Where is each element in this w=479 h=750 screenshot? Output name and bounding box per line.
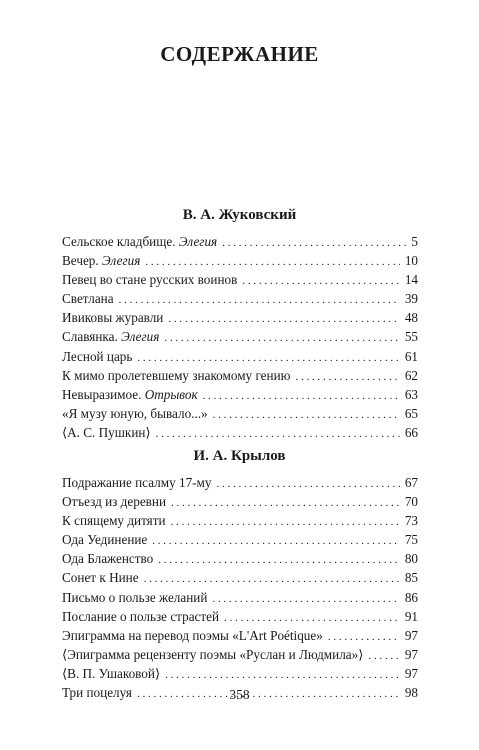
toc-entry-main-title: «Я музу юную, бывало...» (62, 405, 208, 421)
toc-entry-subtitle: Отрывок (144, 386, 198, 402)
toc-entry (62, 473, 418, 492)
toc-entry-title (62, 385, 198, 404)
toc-entry-title (62, 511, 166, 530)
toc-entry-title (62, 626, 323, 645)
toc-entry (62, 404, 418, 423)
dot-leader (296, 368, 400, 387)
toc-entry-page: 62 (404, 367, 418, 383)
toc-entry-page: 75 (404, 532, 418, 548)
toc-entry (62, 549, 418, 568)
toc-entry-subtitle: Элегия (102, 253, 141, 269)
toc-entry (62, 423, 418, 442)
toc-entry-title (62, 423, 151, 442)
toc-entry-title (62, 347, 132, 366)
toc-entry (62, 347, 418, 366)
page-title: СОДЕРЖАНИЕ (160, 42, 319, 66)
toc-list-zhukovsky (62, 232, 418, 442)
toc-entry-title (62, 366, 291, 385)
dot-leader (212, 590, 399, 609)
toc-entry-page: 97 (404, 627, 418, 643)
toc-entry-title (62, 492, 166, 511)
toc-entry-page: 97 (404, 646, 418, 662)
toc-entry-page: 39 (404, 291, 418, 307)
toc-entry-main-title: К мимо пролетевшему знакомому гению (62, 367, 291, 383)
toc-entry (62, 511, 418, 530)
toc-entry-page: 55 (404, 329, 418, 345)
toc-entry-main-title: ⟨Эпиграмма рецензенту поэмы «Руслан и Людмила»⟩ (62, 646, 364, 662)
toc-entry-main-title: Вечер. (62, 253, 102, 269)
dot-leader (152, 532, 400, 551)
toc-entry-title (62, 270, 237, 289)
toc-entry-main-title: Сонет к Нине (62, 570, 139, 586)
toc-entry-page: 97 (404, 665, 418, 681)
toc-entry (62, 645, 418, 664)
toc-entry-title (62, 588, 207, 607)
dot-leader (203, 387, 400, 406)
toc-entry-title (62, 645, 363, 664)
toc-entry (62, 664, 418, 683)
toc-entry-page: 67 (404, 475, 418, 490)
toc-entry-title (62, 664, 160, 683)
toc-entry (62, 327, 418, 346)
dot-leader (171, 494, 400, 513)
toc-entry (62, 308, 418, 327)
toc-entry-main-title: Невыразимое. (62, 386, 145, 402)
toc-entry (62, 530, 418, 549)
toc-entry-subtitle: Элегия (178, 234, 218, 249)
toc-entry-subtitle: Элегия (121, 329, 160, 345)
toc-entry-page: 91 (404, 608, 418, 624)
toc-entry-main-title: Славянка. (62, 329, 122, 345)
toc-entry (62, 588, 418, 607)
toc-entry-main-title: ⟨В. П. Ушаковой⟩ (62, 665, 161, 681)
toc-entry-page: 65 (404, 405, 418, 421)
toc-entry-title (62, 568, 139, 587)
toc-entry (62, 492, 418, 511)
toc-entry-main-title: Эпиграмма на перевод поэмы «L'Art Poétique» (62, 627, 323, 643)
toc-entry (62, 366, 418, 385)
page-number: 358 (229, 687, 250, 702)
toc-entry-title (62, 327, 159, 346)
toc-entry-main-title: Письмо о пользе желаний (62, 589, 208, 605)
toc-entry-page: 5 (411, 234, 418, 249)
toc-entry-title (62, 530, 147, 549)
toc-list-krylov (62, 473, 418, 702)
toc-entry-main-title: Певец во стане русских воинов (62, 272, 238, 288)
toc-entry (62, 232, 418, 251)
toc-entry-main-title: Ода Уединение (62, 532, 148, 548)
toc-entry-title (62, 404, 208, 423)
toc-entry-page: 63 (404, 386, 418, 402)
toc-entry (62, 607, 418, 626)
toc-entry-page: 80 (404, 551, 418, 567)
dot-leader (368, 647, 399, 666)
toc-entry (62, 568, 418, 587)
toc-entry-page: 14 (404, 272, 418, 288)
section-heading-krylov: И. А. Крылов (193, 448, 286, 464)
toc-entry-main-title: К спящему дитяти (62, 513, 166, 529)
toc-entry-title (62, 308, 163, 327)
toc-entry-page: 61 (404, 348, 418, 364)
dot-leader (168, 310, 399, 329)
dot-leader (158, 551, 400, 570)
dot-leader (217, 475, 400, 494)
toc-entry-main-title: Светлана (62, 291, 114, 307)
toc-entry-page: 86 (404, 589, 418, 605)
toc-entry-page: 98 (404, 685, 418, 701)
toc-entry-title (62, 289, 114, 308)
toc-entry-page: 48 (404, 310, 418, 326)
toc-entry-main-title: Ода Блаженство (62, 551, 154, 567)
toc-entry-main-title: Сельское кладбище. (62, 234, 179, 249)
toc-entry-title (62, 473, 212, 492)
dot-leader (242, 272, 399, 291)
toc-entry (62, 289, 418, 308)
section-heading-zhukovsky: В. А. Жуковский (182, 207, 297, 223)
dot-leader (165, 666, 400, 685)
toc-entry-page: 66 (404, 424, 418, 440)
dot-leader (171, 513, 400, 532)
toc-entry-main-title: ⟨А. С. Пушкин⟩ (62, 424, 151, 440)
toc-entry-main-title: Лесной царь (62, 348, 133, 364)
toc-entry-title (62, 232, 217, 251)
toc-entry-main-title: Три поцелуя (62, 685, 132, 701)
toc-entry (62, 251, 418, 270)
toc-entry-main-title: Ивиковы журавли (62, 310, 164, 326)
toc-entry-page: 85 (404, 570, 418, 586)
toc-entry-page: 73 (404, 513, 418, 529)
toc-entry-page: 10 (404, 253, 418, 269)
dot-leader (156, 425, 400, 444)
toc-entry-page: 70 (404, 494, 418, 510)
toc-entry (62, 626, 418, 645)
toc-entry-main-title: Отъезд из деревни (62, 494, 167, 510)
dot-leader (222, 234, 406, 253)
toc-entry (62, 270, 418, 289)
dot-leader (213, 406, 400, 425)
toc-entry (62, 385, 418, 404)
toc-entry-main-title: Послание о пользе страстей (62, 608, 220, 624)
toc-entry-title (62, 549, 153, 568)
toc-entry-title (62, 607, 219, 626)
toc-entry-main-title: Подражание псалму 17-му (62, 475, 212, 490)
dot-leader (164, 329, 399, 348)
toc-entry-title (62, 251, 140, 270)
